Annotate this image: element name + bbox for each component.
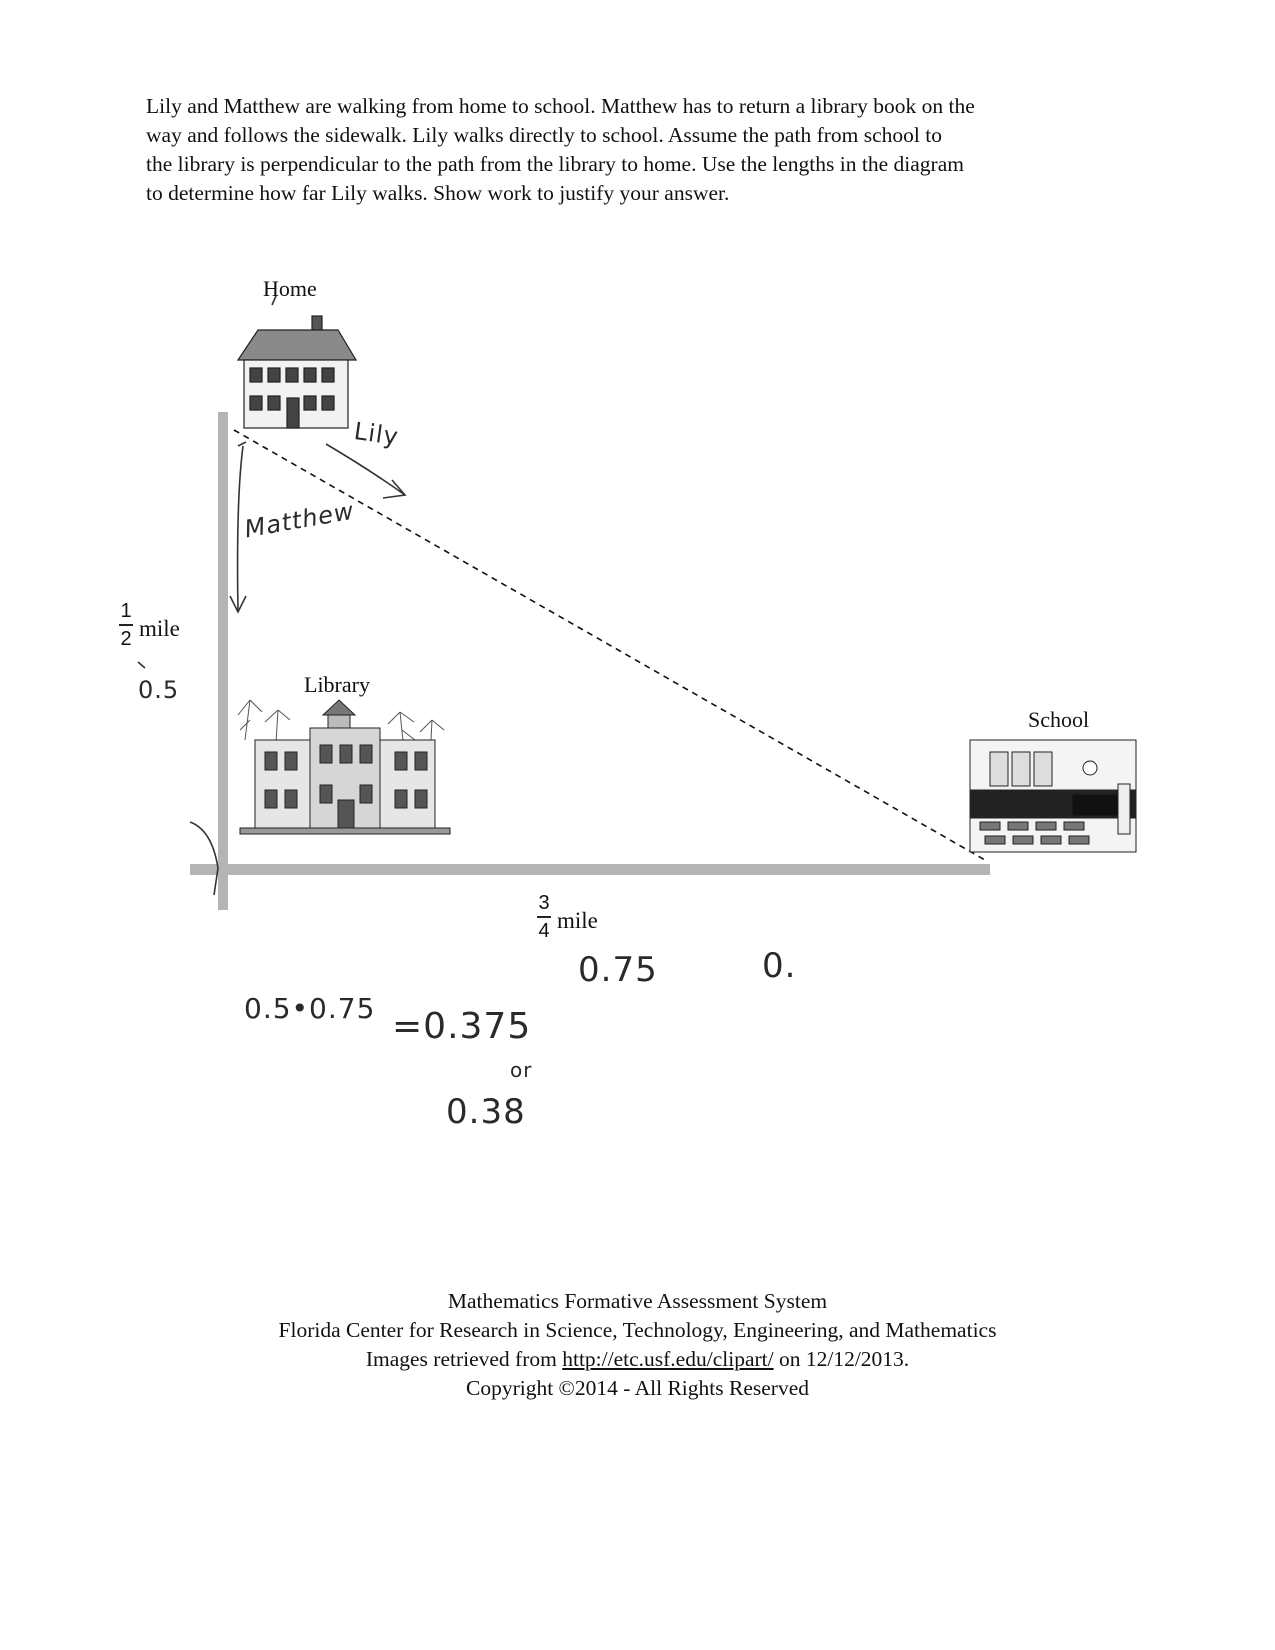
school-label: School <box>1028 707 1090 732</box>
vertical-length-fraction <box>118 600 134 650</box>
footer-line-1: Mathematics Formative Assessment System <box>447 1289 828 1313</box>
lily-arrow-icon <box>326 444 405 495</box>
handwritten-rounded-answer: 0.38 <box>446 1092 526 1132</box>
footer-line-3-prefix: Images retrieved from <box>365 1347 563 1371</box>
problem-line-4: to determine how far Lily walks. Show work to justify your answer. <box>146 181 730 205</box>
horizontal-unit: mile <box>557 908 598 933</box>
sidewalk-horizontal <box>190 864 990 875</box>
library-label: Library <box>304 672 370 697</box>
horizontal-numerator: 3 <box>538 892 550 914</box>
problem-line-1: Lily and Matthew are walking from home to school. Matthew has to return a library book on the <box>146 94 975 118</box>
vertical-denominator: 2 <box>120 628 132 650</box>
horizontal-denominator: 4 <box>538 920 550 942</box>
matthew-arrow-icon <box>238 446 243 610</box>
sidewalk-vertical <box>218 412 228 910</box>
right-angle-mark <box>190 822 218 895</box>
handwritten-stray-mark: 0. <box>762 946 797 986</box>
problem-line-2: way and follows the sidewalk. Lily walks directly to school. Assume the path from school to <box>146 123 942 147</box>
clipart-link[interactable]: http://etc.usf.edu/clipart/ <box>562 1347 774 1371</box>
handwritten-vertical-decimal: 0.5 <box>138 676 180 704</box>
handwritten-or: or <box>510 1058 533 1082</box>
handwritten-matthew: Matthew <box>242 496 357 544</box>
footer-line-3 <box>0 1345 1275 1374</box>
library-image <box>238 700 450 834</box>
handwritten-horizontal-decimal: 0.75 <box>578 950 658 990</box>
footer-line-2: Florida Center for Research in Science, Technology, Engineering, and Mathematics <box>278 1318 997 1342</box>
home-label: Home <box>263 276 317 301</box>
school-image <box>970 740 1136 852</box>
handwritten-work-result: =0.375 <box>392 1006 532 1047</box>
vertical-numerator: 1 <box>120 600 132 622</box>
problem-line-3: the library is perpendicular to the path from the library to home. Use the lengths in the diagram <box>146 152 964 176</box>
vertical-unit: mile <box>139 616 180 641</box>
handwritten-lily: Lily <box>352 417 401 451</box>
footer-line-4: Copyright ©2014 - All Rights Reserved <box>465 1376 809 1400</box>
horizontal-length-fraction <box>536 892 552 942</box>
handwritten-work-expression: 0.5•0.75 <box>244 992 376 1025</box>
footer <box>0 1287 1275 1403</box>
home-image <box>238 316 356 428</box>
footer-line-3-suffix: on 12/12/2013. <box>773 1347 910 1371</box>
